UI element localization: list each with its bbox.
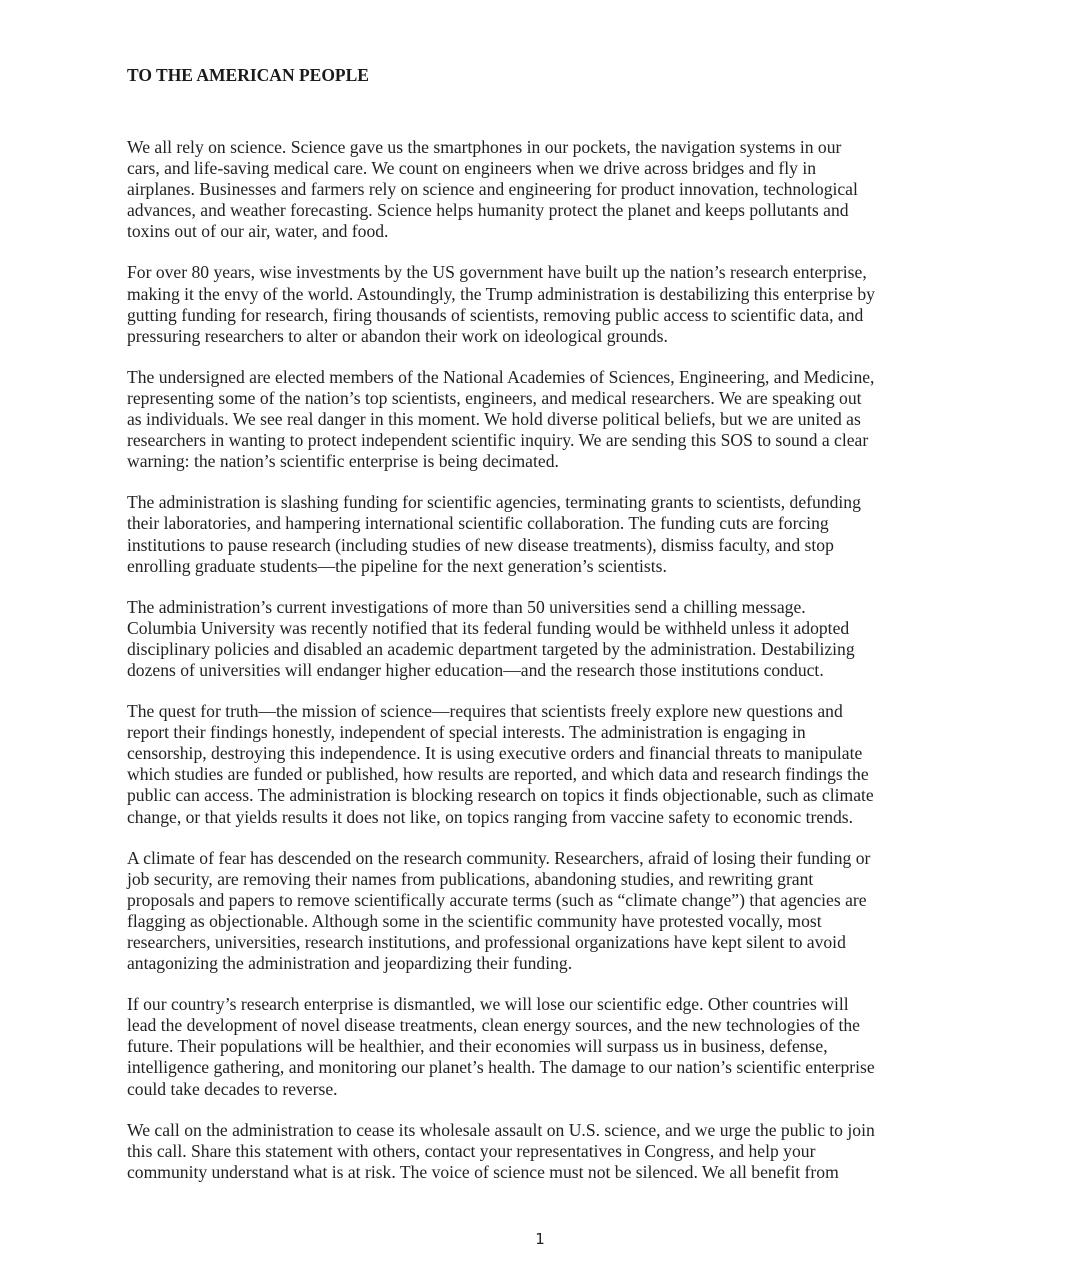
text-line: could take decades to reverse.: [127, 1078, 338, 1099]
text-line: Columbia University was recently notified that its federal funding would be withheld unless it adopted: [127, 617, 850, 638]
page-number: 1: [535, 1230, 545, 1248]
paragraph-8: [127, 994, 967, 1099]
paragraph-2: [127, 262, 967, 346]
text-line: We call on the administration to cease its wholesale assault on U.S. science, and we urge the public to join: [127, 1119, 875, 1140]
text-line: researchers, universities, research institutions, and professional organizations have kept silent to avoid: [127, 932, 846, 952]
text-line: We all rely on science. Science gave us the smartphones in our pockets, the navigation systems in our: [127, 137, 842, 157]
text-line: cars, and life-saving medical care. We count on engineers when we drive across bridges and fly in: [127, 158, 817, 179]
text-line: intelligence gathering, and monitoring our planet’s health. The damage to our nation’s scientific enterprise: [127, 1057, 875, 1078]
text-line: this call. Share this statement with others, contact your representatives in Congress, and help your: [127, 1140, 816, 1161]
text-line: If our country’s research enterprise is dismantled, we will lose our scientific edge. Other countries will: [127, 994, 849, 1015]
text-line: enrolling graduate students—the pipeline for the next generation’s scientists.: [127, 555, 667, 576]
text-line: researchers in wanting to protect independent scientific inquiry. We are sending this SOS to sound a clear: [127, 430, 869, 451]
text-line: flagging as objectionable. Although some in the scientific community have protested vocally, most: [127, 910, 822, 931]
text-line: institutions to pause research (including studies of new disease treatments), dismiss faculty, and stop: [127, 534, 834, 555]
text-line: making it the envy of the world. Astoundingly, the Trump administration is destabilizing this enterprise by: [127, 283, 875, 304]
text-line: representing some of the nation’s top scientists, engineers, and medical researchers. We are speaking out: [127, 387, 862, 408]
paragraph-5: [127, 597, 967, 681]
text-line: A climate of fear has descended on the research community. Researchers, afraid of losing their funding or: [127, 847, 871, 868]
text-line: job security, are removing their names from publications, abandoning studies, and rewriting grant: [127, 868, 814, 889]
paragraph-7: [127, 848, 967, 975]
text-line: pressuring researchers to alter or abandon their work on ideological grounds.: [127, 325, 668, 346]
paragraph-6: [127, 701, 967, 828]
text-line: censorship, destroying this independence. It is using executive orders and financial threats to manipulate: [127, 743, 863, 764]
text-line: gutting funding for research, firing thousands of scientists, removing public access to scientific data, and: [127, 304, 864, 325]
text-line: antagonizing the administration and jeopardizing their funding.: [127, 953, 573, 974]
text-line: advances, and weather forecasting. Science helps humanity protect the planet and keeps pollutants and: [127, 200, 849, 221]
paragraph-4: [127, 492, 967, 576]
text-line: report their findings honestly, independent of special interests. The administration is engaging in: [127, 722, 806, 743]
document-body: [127, 137, 967, 1203]
text-line: dozens of universities will endanger higher education—and the research those institutions conduct.: [127, 659, 824, 680]
paragraph-3: [127, 367, 967, 472]
text-line: their laboratories, and hampering international scientific collaboration. The funding cuts are forcing: [127, 513, 829, 534]
text-line: For over 80 years, wise investments by the US government have built up the nation’s research enterprise,: [127, 262, 867, 283]
text-line: proposals and papers to remove scientifically accurate terms (such as “climate change”) that agencies are: [127, 889, 867, 910]
text-line: public can access. The administration is blocking research on topics it finds objectionable, such as climate: [127, 785, 874, 806]
text-line: disciplinary policies and disabled an academic department targeted by the administration. Destabilizing: [127, 638, 855, 659]
text-line: airplanes. Businesses and farmers rely on science and engineering for product innovation, technological: [127, 179, 858, 200]
text-line: future. Their populations will be healthier, and their economies will surpass us in business, defense,: [127, 1036, 828, 1057]
paragraph-9: [127, 1120, 967, 1183]
paragraph-1: [127, 137, 967, 242]
document-title: TO THE AMERICAN PEOPLE: [127, 65, 369, 85]
text-line: warning: the nation’s scientific enterprise is being decimated.: [127, 451, 559, 472]
text-line: The administration’s current investigations of more than 50 universities send a chilling message.: [127, 596, 806, 617]
text-line: The undersigned are elected members of the National Academies of Sciences, Engineering, and Medicine,: [127, 366, 875, 387]
text-line: change, or that yields results it does not like, on topics ranging from vaccine safety to economic trends.: [127, 806, 854, 827]
text-line: The quest for truth—the mission of science—requires that scientists freely explore new questions and: [127, 701, 843, 722]
text-line: toxins out of our air, water, and food.: [127, 221, 389, 242]
text-line: The administration is slashing funding for scientific agencies, terminating grants to scientists, defunding: [127, 492, 861, 513]
text-line: as individuals. We see real danger in this moment. We hold diverse political beliefs, but we are united as: [127, 409, 861, 430]
text-line: lead the development of novel disease treatments, clean energy sources, and the new technologies of the: [127, 1015, 860, 1036]
text-line: which studies are funded or published, how results are reported, and which data and research findings the: [127, 764, 869, 785]
text-line: community understand what is at risk. The voice of science must not be silenced. We all benefit from: [127, 1161, 839, 1182]
